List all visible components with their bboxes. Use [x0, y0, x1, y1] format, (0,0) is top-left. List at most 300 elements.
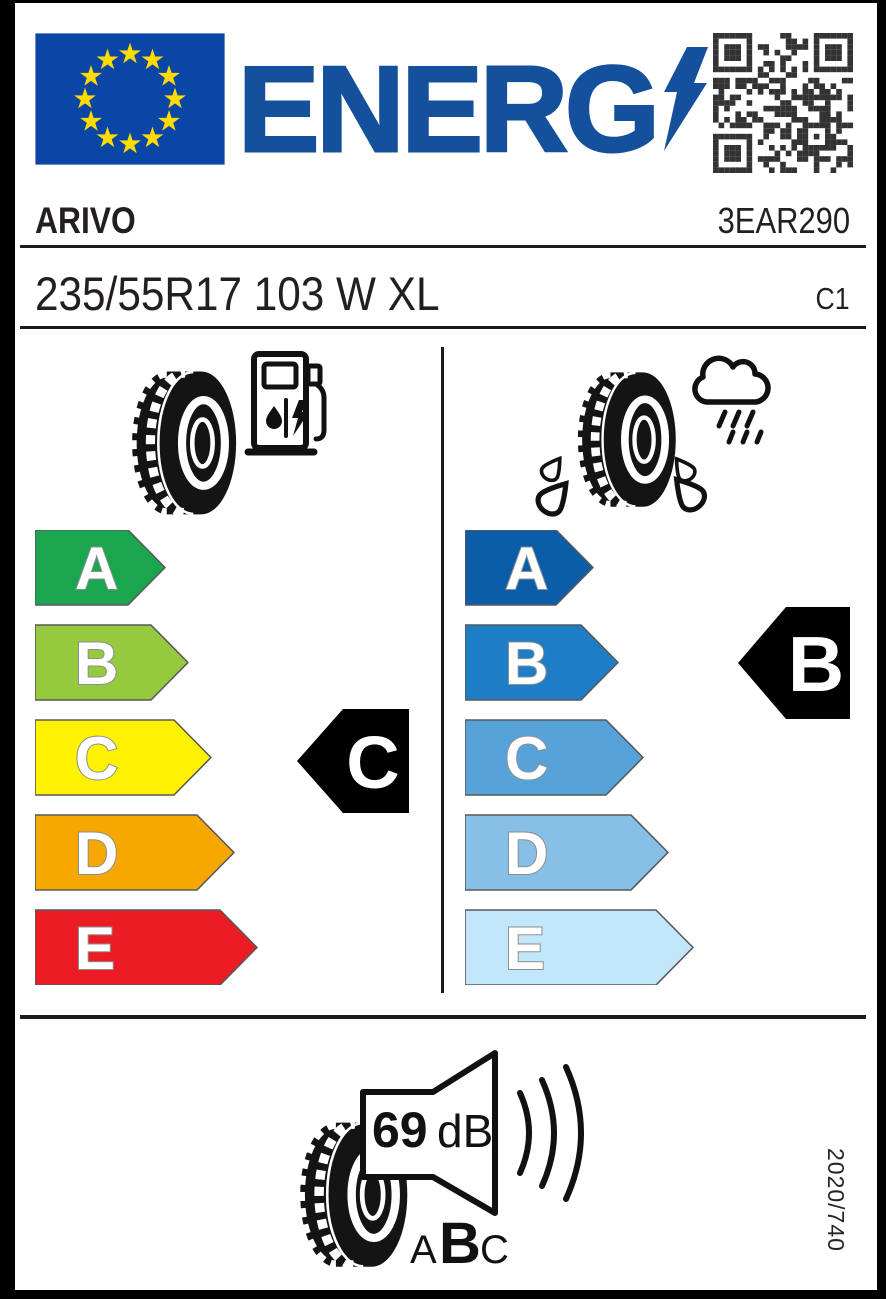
- qr-module: [836, 55, 842, 61]
- qr-module: [808, 95, 814, 101]
- qr-module: [735, 134, 741, 140]
- qr-module: [819, 156, 825, 162]
- qr-module: [713, 33, 719, 39]
- qr-module: [775, 156, 781, 162]
- qr-module: [803, 83, 809, 89]
- qr-module: [803, 123, 809, 129]
- qr-module: [780, 111, 786, 117]
- qr-module: [730, 44, 736, 50]
- qr-module: [775, 106, 781, 112]
- qr-module: [724, 134, 730, 140]
- wet-grade-label-c: C: [505, 725, 549, 792]
- qr-module: [769, 156, 775, 162]
- rain-cloud-icon: [695, 358, 768, 442]
- border-right: [877, 0, 886, 1299]
- qr-module: [752, 78, 758, 84]
- energy-logo: [238, 41, 657, 177]
- qr-module: [747, 78, 753, 84]
- qr-module: [836, 156, 842, 162]
- qr-module: [763, 128, 769, 134]
- qr-module: [747, 61, 753, 67]
- qr-module: [747, 111, 753, 117]
- wet-grade-label-a: A: [505, 535, 549, 602]
- qr-module: [713, 162, 719, 168]
- qr-module: [719, 67, 725, 73]
- qr-module: [847, 44, 853, 50]
- qr-module: [819, 89, 825, 95]
- qr-module: [819, 123, 825, 129]
- qr-module: [814, 55, 820, 61]
- fuel-efficiency-icon: [120, 345, 345, 525]
- qr-module: [730, 67, 736, 73]
- fuel-grade-arrow-c: [35, 720, 211, 795]
- qr-module: [747, 151, 753, 157]
- qr-module: [780, 89, 786, 95]
- qr-module: [819, 33, 825, 39]
- qr-module: [808, 151, 814, 157]
- qr-module: [730, 151, 736, 157]
- qr-module: [803, 95, 809, 101]
- qr-module: [747, 39, 753, 45]
- size-wrap: [35, 267, 484, 320]
- qr-module: [735, 44, 741, 50]
- energy-logo-text: ENERG: [238, 41, 657, 177]
- qr-module: [808, 106, 814, 112]
- qr-module: [780, 145, 786, 151]
- qr-module: [747, 167, 753, 173]
- qr-module: [803, 61, 809, 67]
- tyre-icon: [578, 372, 676, 506]
- noise-icon: [290, 1040, 610, 1280]
- noise-unit: dB: [437, 1105, 494, 1157]
- qr-module: [803, 100, 809, 106]
- qr-module: [730, 100, 736, 106]
- qr-module: [741, 33, 747, 39]
- qr-module: [735, 78, 741, 84]
- qr-code: [713, 33, 853, 173]
- qr-module: [719, 134, 725, 140]
- qr-module: [763, 106, 769, 112]
- qr-module: [797, 117, 803, 123]
- qr-module: [741, 117, 747, 123]
- qr-module: [803, 151, 809, 157]
- qr-module: [808, 89, 814, 95]
- qr-module: [847, 33, 853, 39]
- noise-class-b: B: [439, 1211, 481, 1276]
- qr-module: [825, 134, 831, 140]
- qr-module: [713, 139, 719, 145]
- qr-module: [791, 167, 797, 173]
- qr-module: [724, 167, 730, 173]
- qr-module: [769, 78, 775, 84]
- qr-module: [713, 44, 719, 50]
- qr-module: [819, 106, 825, 112]
- qr-module: [735, 167, 741, 173]
- qr-module: [775, 111, 781, 117]
- qr-module: [747, 145, 753, 151]
- fuel-efficiency-scale: [35, 530, 265, 985]
- fuel-grade-arrow-b: [35, 625, 188, 700]
- qr-module: [791, 139, 797, 145]
- qr-module: [814, 33, 820, 39]
- fuel-grade-arrow-e: [35, 910, 257, 985]
- regulation-number: 2020/740: [823, 1148, 849, 1252]
- noise-class-letters: [410, 1211, 509, 1276]
- qr-module: [713, 100, 719, 106]
- qr-module: [808, 145, 814, 151]
- qr-module: [713, 61, 719, 67]
- qr-module: [831, 134, 837, 140]
- qr-module: [730, 167, 736, 173]
- wet-grade-arrow-d: [465, 815, 668, 890]
- qr-module: [836, 50, 842, 56]
- qr-module: [836, 128, 842, 134]
- qr-module: [819, 67, 825, 73]
- qr-module: [836, 111, 842, 117]
- qr-module: [791, 39, 797, 45]
- qr-module: [803, 39, 809, 45]
- qr-module: [814, 50, 820, 56]
- qr-module: [780, 167, 786, 173]
- qr-module: [747, 50, 753, 56]
- wet-grade-label-e: E: [505, 915, 546, 982]
- qr-module: [730, 134, 736, 140]
- qr-module: [724, 50, 730, 56]
- qr-module: [780, 162, 786, 168]
- qr-module: [808, 100, 814, 106]
- qr-module: [803, 128, 809, 134]
- fuel-grade-label-b: B: [75, 630, 119, 697]
- qr-module: [819, 111, 825, 117]
- qr-module: [831, 33, 837, 39]
- qr-module: [730, 33, 736, 39]
- qr-module: [825, 111, 831, 117]
- qr-module: [814, 162, 820, 168]
- qr-module: [803, 117, 809, 123]
- qr-module: [836, 89, 842, 95]
- noise-value: 69: [372, 1102, 428, 1158]
- qr-module: [735, 123, 741, 129]
- qr-module: [741, 67, 747, 73]
- qr-module: [713, 156, 719, 162]
- qr-module: [735, 156, 741, 162]
- qr-module: [786, 44, 792, 50]
- qr-module: [735, 33, 741, 39]
- qr-module: [763, 162, 769, 168]
- qr-module: [847, 95, 853, 101]
- qr-module: [847, 67, 853, 73]
- qr-module: [831, 139, 837, 145]
- qr-module: [842, 78, 848, 84]
- qr-module: [719, 95, 725, 101]
- qr-module: [724, 55, 730, 61]
- qr-module: [775, 78, 781, 84]
- qr-module: [713, 134, 719, 140]
- qr-module: [814, 167, 820, 173]
- qr-module: [780, 83, 786, 89]
- qr-module: [847, 50, 853, 56]
- qr-module: [831, 145, 837, 151]
- wet-grip-icon: [530, 345, 820, 525]
- qr-module: [814, 44, 820, 50]
- qr-module: [825, 67, 831, 73]
- qr-module: [724, 78, 730, 84]
- qr-module: [803, 139, 809, 145]
- qr-module: [814, 39, 820, 45]
- qr-module: [786, 167, 792, 173]
- qr-module: [836, 117, 842, 123]
- wet-grade-label-d: D: [505, 820, 549, 887]
- qr-module: [836, 67, 842, 73]
- qr-module: [780, 33, 786, 39]
- qr-module: [791, 145, 797, 151]
- qr-module: [819, 83, 825, 89]
- qr-module: [763, 72, 769, 78]
- qr-module: [735, 83, 741, 89]
- qr-module: [719, 89, 725, 95]
- qr-module: [769, 123, 775, 129]
- qr-module: [741, 134, 747, 140]
- qr-module: [847, 123, 853, 129]
- qr-module: [735, 95, 741, 101]
- qr-module: [791, 44, 797, 50]
- qr-module: [752, 111, 758, 117]
- qr-module: [724, 67, 730, 73]
- qr-module: [730, 123, 736, 129]
- qr-module: [847, 151, 853, 157]
- qr-module: [791, 67, 797, 73]
- qr-module: [786, 111, 792, 117]
- model-code: 3EAR290: [717, 200, 850, 241]
- qr-module: [831, 117, 837, 123]
- qr-module: [713, 167, 719, 173]
- fuel-pump-icon: [248, 354, 324, 452]
- qr-module: [775, 151, 781, 157]
- qr-module: [758, 156, 764, 162]
- qr-module: [786, 134, 792, 140]
- qr-module: [786, 128, 792, 134]
- qr-module: [825, 95, 831, 101]
- qr-module: [831, 167, 837, 173]
- qr-module: [814, 156, 820, 162]
- qr-module: [842, 67, 848, 73]
- qr-module: [719, 123, 725, 129]
- qr-module: [758, 139, 764, 145]
- divider-size: [20, 326, 866, 329]
- qr-module: [775, 123, 781, 129]
- qr-module: [825, 33, 831, 39]
- qr-module: [814, 67, 820, 73]
- qr-module: [791, 117, 797, 123]
- model-code-wrap: [696, 200, 850, 241]
- qr-module: [847, 145, 853, 151]
- qr-module: [836, 123, 842, 129]
- qr-module: [786, 33, 792, 39]
- border-bottom: [0, 1290, 886, 1299]
- qr-module: [831, 55, 837, 61]
- qr-module: [814, 123, 820, 129]
- qr-module: [797, 139, 803, 145]
- tyre-size-designation: 235/55R17 103 W XL: [35, 267, 440, 320]
- qr-module: [847, 106, 853, 112]
- qr-module: [713, 106, 719, 112]
- wet-rating-indicator: [738, 607, 850, 719]
- qr-module: [780, 106, 786, 112]
- qr-module: [724, 145, 730, 151]
- qr-module: [719, 33, 725, 39]
- qr-module: [825, 100, 831, 106]
- qr-module: [803, 156, 809, 162]
- qr-module: [842, 123, 848, 129]
- sound-waves-icon: [520, 1067, 581, 1199]
- qr-module: [814, 145, 820, 151]
- qr-module: [842, 33, 848, 39]
- divider-top: [20, 245, 866, 248]
- qr-module: [758, 44, 764, 50]
- qr-module: [803, 44, 809, 50]
- qr-module: [786, 55, 792, 61]
- qr-module: [769, 145, 775, 151]
- qr-module: [836, 33, 842, 39]
- qr-module: [763, 156, 769, 162]
- qr-module: [825, 128, 831, 134]
- fuel-rating-indicator: [297, 709, 409, 813]
- qr-module: [819, 117, 825, 123]
- qr-module: [780, 55, 786, 61]
- qr-module: [791, 106, 797, 112]
- qr-module: [724, 151, 730, 157]
- qr-module: [791, 50, 797, 56]
- qr-module: [758, 67, 764, 73]
- qr-module: [814, 106, 820, 112]
- qr-module: [747, 33, 753, 39]
- qr-module: [847, 162, 853, 168]
- qr-module: [713, 151, 719, 157]
- fuel-rating-value: C: [346, 721, 400, 804]
- border-top: [0, 0, 886, 3]
- qr-module: [763, 83, 769, 89]
- qr-module: [735, 145, 741, 151]
- qr-module: [847, 156, 853, 162]
- qr-module: [769, 167, 775, 173]
- qr-module: [814, 61, 820, 67]
- qr-module: [775, 50, 781, 56]
- qr-module: [735, 117, 741, 123]
- qr-module: [791, 72, 797, 78]
- qr-module: [825, 117, 831, 123]
- wet-grip-scale: [465, 530, 695, 985]
- qr-module: [719, 167, 725, 173]
- qr-module: [747, 123, 753, 129]
- qr-module: [847, 61, 853, 67]
- qr-module: [780, 128, 786, 134]
- qr-module: [724, 156, 730, 162]
- qr-module: [769, 67, 775, 73]
- qr-module: [763, 61, 769, 67]
- eu-flag: [35, 33, 225, 165]
- divider-noise: [20, 1015, 866, 1019]
- qr-module: [819, 95, 825, 101]
- qr-module: [786, 106, 792, 112]
- qr-module: [713, 67, 719, 73]
- qr-module: [786, 123, 792, 129]
- qr-module: [741, 78, 747, 84]
- qr-module: [747, 162, 753, 168]
- qr-module: [797, 128, 803, 134]
- qr-module: [803, 89, 809, 95]
- qr-module: [797, 44, 803, 50]
- qr-module: [724, 117, 730, 123]
- qr-module: [797, 156, 803, 162]
- qr-module: [831, 50, 837, 56]
- qr-module: [775, 95, 781, 101]
- qr-module: [713, 117, 719, 123]
- qr-module: [735, 50, 741, 56]
- qr-module: [847, 100, 853, 106]
- qr-module: [747, 134, 753, 140]
- wet-grade-arrow-e: [465, 910, 693, 985]
- qr-module: [719, 83, 725, 89]
- qr-module: [763, 44, 769, 50]
- qr-module: [780, 61, 786, 67]
- qr-module: [808, 123, 814, 129]
- qr-module: [724, 106, 730, 112]
- column-divider: [441, 347, 444, 993]
- qr-module: [814, 95, 820, 101]
- qr-module: [814, 83, 820, 89]
- tyre-class: C1: [815, 281, 850, 316]
- qr-module: [758, 89, 764, 95]
- qr-module: [758, 83, 764, 89]
- qr-module: [713, 50, 719, 56]
- qr-module: [825, 145, 831, 151]
- qr-module: [808, 78, 814, 84]
- qr-module: [747, 44, 753, 50]
- qr-module: [747, 156, 753, 162]
- qr-module: [786, 100, 792, 106]
- noise-class-c: C: [480, 1228, 509, 1272]
- qr-module: [842, 139, 848, 145]
- qr-module: [797, 95, 803, 101]
- tyre-class-wrap: [810, 283, 850, 314]
- qr-module: [847, 78, 853, 84]
- qr-module: [747, 55, 753, 61]
- qr-module: [775, 89, 781, 95]
- qr-module: [831, 95, 837, 101]
- qr-module: [730, 145, 736, 151]
- qr-module: [847, 39, 853, 45]
- fuel-grade-label-d: D: [75, 820, 119, 887]
- qr-module: [825, 139, 831, 145]
- fuel-grade-label-e: E: [75, 915, 116, 982]
- qr-module: [724, 33, 730, 39]
- qr-module: [786, 151, 792, 157]
- qr-module: [780, 67, 786, 73]
- wet-rating-value: B: [787, 620, 845, 708]
- qr-module: [747, 67, 753, 73]
- qr-module: [847, 55, 853, 61]
- qr-module: [814, 134, 820, 140]
- qr-module: [769, 128, 775, 134]
- qr-module: [730, 156, 736, 162]
- qr-module: [741, 167, 747, 173]
- qr-module: [825, 44, 831, 50]
- qr-module: [747, 100, 753, 106]
- qr-module: [758, 72, 764, 78]
- qr-module: [763, 50, 769, 56]
- noise-class-a: A: [410, 1228, 437, 1272]
- wet-grade-arrow-c: [465, 720, 643, 795]
